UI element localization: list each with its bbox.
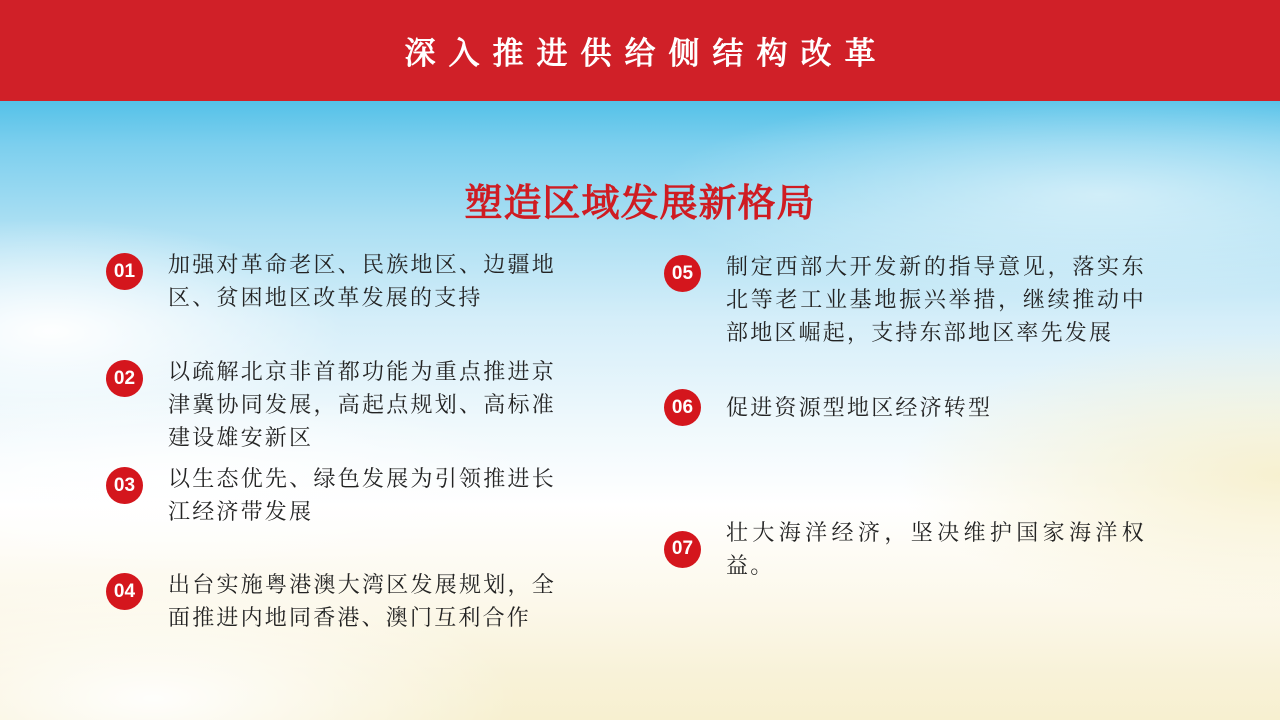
list-item <box>106 462 556 528</box>
item-number-badge: 05 <box>664 255 701 292</box>
item-text: 出台实施粤港澳大湾区发展规划，全面推进内地同香港、澳门互利合作 <box>168 572 556 630</box>
section-title: 塑造区域发展新格局 <box>464 183 816 225</box>
list-item <box>106 355 556 454</box>
slide-header-title: 深入推进供给侧结构改革 <box>404 36 889 71</box>
item-text: 制定西部大开发新的指导意见，落实东北等老工业基地振兴举措，继续推动中部地区崛起，支持东部地区率先发展 <box>726 254 1146 345</box>
item-number-badge: 01 <box>106 253 143 290</box>
item-text: 加强对革命老区、民族地区、边疆地区、贫困地区改革发展的支持 <box>168 252 556 310</box>
item-text: 壮大海洋经济，坚决维护国家海洋权益。 <box>726 520 1146 578</box>
header-banner <box>0 0 1280 101</box>
item-text: 以生态优先、绿色发展为引领推进长江经济带发展 <box>168 466 556 524</box>
item-number-badge: 02 <box>106 360 143 397</box>
item-number-badge: 04 <box>106 573 143 610</box>
list-item <box>664 516 1146 582</box>
item-text: 以疏解北京非首都功能为重点推进京津冀协同发展，高起点规划、高标准建设雄安新区 <box>168 359 556 450</box>
list-item <box>664 250 1146 349</box>
item-number-badge: 03 <box>106 467 143 504</box>
item-text: 促进资源型地区经济转型 <box>726 395 993 420</box>
item-number-badge: 06 <box>664 389 701 426</box>
item-number-badge: 07 <box>664 531 701 568</box>
list-item <box>106 568 556 634</box>
list-item <box>106 248 556 314</box>
list-item <box>664 389 1146 426</box>
